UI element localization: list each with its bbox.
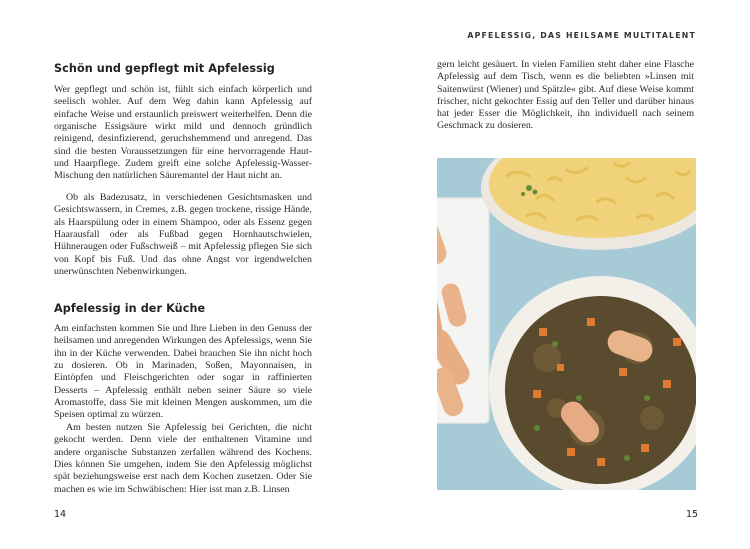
lentil-stew-illustration: [437, 158, 696, 490]
food-photo: [437, 158, 696, 490]
body-paragraph: Am einfachsten kommen Sie und Ihre Lieben in den Genuss der heilsamen und anregenden Wirkungen des Apfelessigs, wenn Sie ihn in der Küche verwenden. Dabei brauchen Sie ihn nicht hoch zu dosieren. Ob in Marinaden, Soßen, Mayonnaisen, in Eintöpfen und Fleischgerichten oder sogar in raffinierten Desserts – Apfelessig enthält neben seiner Säure so viele Aromastoffe, dass Sie mit kleinen Mengen auskommen, um die Speisen optimal zu würzen.: [54, 323, 312, 421]
running-head: APFELESSIG, DAS HEILSAME MULTITALENT: [467, 31, 696, 40]
body-paragraph: Ob als Badezusatz, in verschiedenen Gesichtsmasken und Gesichtswassern, in Cremes, z.B. gegen trockene, rissige Hände, als Haarspülung oder in einem Shampoo, oder als Essenz gegen Haarausfall oder als Fußbad gegen Hornhautschwielen, Hühneraugen oder Fußschweiß – mit Apfelessig pflegen Sie sich von Kopf bis Fuß. Und das ohne Angst vor irgendwelchen unerwünschten Nebenwirkungen.: [54, 192, 312, 278]
section-heading-kitchen: Apfelessig in der Küche: [54, 302, 206, 315]
page-number: 14: [54, 509, 67, 520]
body-paragraph: gern leicht gesäuert. In vielen Familien steht daher eine Flasche Apfelessig auf dem Tisch, wenn es die beliebten »Linsen mit Saitenwürst (Wiener) und Spätzle« gibt. Auf diese Weise kommt frischer, nicht gekochter Essig auf den Teller und darüber hinaus hat jeder Esser die Möglichkeit, ihn individuell nach seinem Geschmack zu dosieren.: [437, 59, 694, 132]
section-heading-beauty: Schön und gepflegt mit Apfelessig: [54, 62, 275, 75]
body-paragraph: Wer gepflegt und schön ist, fühlt sich einfach körperlich und seelisch wohler. Auf dem Weg dahin kann Apfelessig auf einfache Weise und erstaunlich preiswert weiterhelfen. Denn die organische Essigsäure wirkt mild und dennoch gründlich reinigend, desinfizierend, geruchshemmend und anregend. Das sind die besten Voraussetzungen für eine hervorragende Haut- und Haarpflege. Zudem greift eine solche Apfelessig-Wasser-Mischung den natürlichen Säuremantel der Haut nicht an.: [54, 84, 312, 182]
page-number: 15: [686, 509, 699, 520]
right-page: [375, 0, 750, 549]
body-paragraph: Am besten nutzen Sie Apfelessig bei Gerichten, die nicht gekocht werden. Denn viele der enthaltenen Vitamine und andere organische Substanzen zerfallen während des Kochens. Dies können Sie umgehen, indem Sie den Apfelessig möglichst spät beziehungsweise erst nach dem Kochen zusetzen. Oder Sie machen es wie im Schwäbischen: Hier isst man z.B. Linsen: [54, 422, 312, 495]
